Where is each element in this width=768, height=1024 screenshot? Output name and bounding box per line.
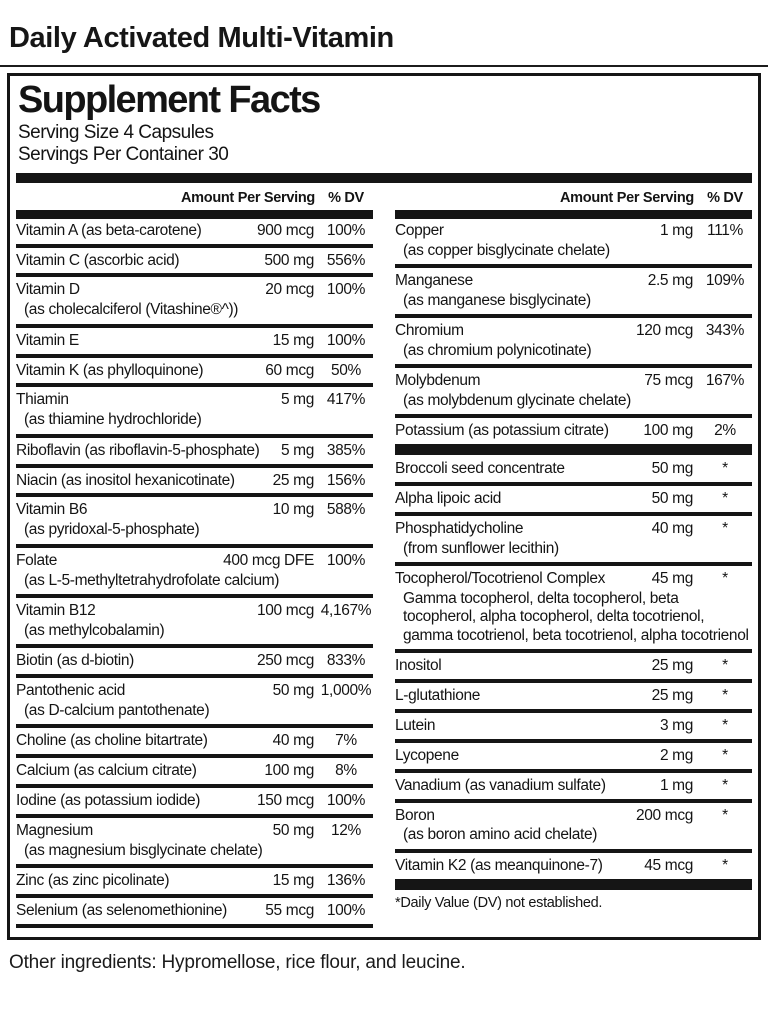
nutrient-row [16,439,373,462]
row-divider [395,512,752,516]
nutrient-row [16,278,373,321]
nutrient-row [395,487,752,510]
nutrient-row-main [395,269,752,292]
row-divider [395,799,752,803]
nutrient-row [16,899,373,922]
nutrient-row-main [395,369,752,392]
nutrient-name: Calcium (as calcium citrate) [16,761,197,779]
nutrient-source: (as chromium polynicotinate) [403,341,592,359]
nutrient-row-main [16,439,373,462]
nutrient-amount: 200 mcg [636,806,693,824]
percent-dv-header: % DV [707,189,743,206]
nutrient-amount: 15 mg [272,331,314,349]
nutrient-amount: 45 mcg [644,856,693,874]
nutrient-row [16,219,373,242]
nutrient-name: Potassium (as potassium citrate) [395,422,609,440]
row-divider [16,434,373,438]
row-divider [16,924,373,928]
nutrient-amount: 150 mcg [257,791,314,809]
nutrient-source: (as manganese bisglycinate) [403,291,591,309]
row-divider [395,562,752,566]
amount-per-serving-header: Amount Per Serving [560,189,694,206]
nutrient-source: (from sunflower lecithin) [403,539,559,557]
nutrient-dv: 100% [326,901,366,919]
nutrient-row-main [16,599,373,622]
nutrient-amount: 25 mg [272,471,314,489]
title-divider [0,65,768,67]
percent-dv-header: % DV [328,189,364,206]
nutrient-dv: 2% [714,422,736,440]
nutrient-row-main [16,249,373,272]
nutrient-name: Manganese [395,271,473,289]
nutrient-name: Vitamin E [16,331,79,349]
supplement-facts-panel [7,73,761,940]
nutrient-dv: 100% [326,281,366,299]
nutrient-dv: * [722,460,728,478]
nutrient-row [395,654,752,677]
supplement-facts-heading: Supplement Facts [18,79,320,121]
nutrient-row [16,789,373,812]
nutrient-row-main [16,899,373,922]
nutrient-name: Thiamin [16,391,69,409]
nutrient-amount: 1 mg [659,221,693,239]
nutrient-row [16,599,373,642]
nutrient-row-main [395,804,752,827]
nutrient-row-main [395,419,752,442]
nutrient-name: Biotin (as d-biotin) [16,651,134,669]
nutrient-amount: 100 mcg [257,601,314,619]
row-divider [16,674,373,678]
row-divider [16,464,373,468]
row-divider [16,544,373,548]
nutrient-row [395,744,752,767]
row-divider [395,709,752,713]
section-divider-bar [395,444,752,455]
nutrient-row-main [16,219,373,242]
nutrient-row-main [16,359,373,382]
nutrient-amount: 5 mg [280,391,314,409]
nutrient-name: Iodine (as potassium iodide) [16,791,201,809]
nutrient-name: Inositol [395,657,442,675]
nutrient-row-main [395,219,752,242]
nutrient-row-main [395,744,752,767]
nutrient-dv: * [722,490,728,508]
nutrient-source: (as cholecalciferol (Vitashine®^)) [24,301,239,319]
nutrient-amount: 5 mg [280,441,314,459]
nutrient-name: Lutein [395,716,436,734]
nutrient-name: Vitamin B6 [16,501,88,519]
nutrient-row [395,219,752,262]
nutrient-dv: * [722,686,728,704]
nutrient-dv: 833% [326,651,366,669]
nutrient-row [395,567,752,647]
nutrient-name: Phosphatidycholine [395,520,524,538]
nutrient-source: (as thiamine hydrochloride) [24,411,202,429]
nutrient-name: Zinc (as zinc picolinate) [16,871,170,889]
nutrient-name: Choline (as choline bitartrate) [16,732,208,750]
nutrient-row-main [395,319,752,342]
nutrient-row-main [16,729,373,752]
nutrient-name: Vitamin K2 (as meanquinone-7) [395,856,603,874]
nutrient-row [395,804,752,847]
nutrient-dv: 385% [326,441,366,459]
nutrient-rows-left [16,219,373,928]
nutrient-row-main [395,517,752,540]
nutrient-name: Vitamin K (as phylloquinone) [16,361,204,379]
nutrient-name: Vitamin B12 [16,601,96,619]
nutrient-amount: 100 mg [643,422,693,440]
row-divider [16,244,373,248]
nutrient-amount: 50 mg [272,681,314,699]
nutrient-name: Lycopene [395,746,459,764]
nutrient-name: Riboflavin (as riboflavin-5-phosphate) [16,441,260,459]
nutrient-row [395,419,752,442]
nutrient-dv: 100% [326,331,366,349]
row-divider [395,314,752,318]
nutrient-name: Vitamin A (as beta-carotene) [16,221,202,239]
row-divider [395,364,752,368]
nutrient-amount: 50 mg [651,460,693,478]
row-divider [16,814,373,818]
nutrient-dv: 100% [326,551,366,569]
nutrient-name: L-glutathione [395,686,481,704]
nutrient-dv: 100% [326,791,366,809]
dv-footnote: *Daily Value (DV) not established. [395,894,603,911]
nutrient-amount: 2 mg [659,746,693,764]
section-divider-bar [395,879,752,890]
nutrient-dv: 556% [326,251,366,269]
nutrient-row [395,269,752,312]
nutrient-row [395,369,752,412]
row-divider [395,769,752,773]
row-divider [16,493,373,497]
nutrient-dv: * [722,570,728,588]
nutrient-row-main [16,329,373,352]
nutrient-name: Magnesium [16,821,93,839]
nutrient-amount: 60 mcg [265,361,314,379]
nutrient-name: Copper [395,221,444,239]
nutrient-row [16,498,373,541]
nutrient-row-main [395,714,752,737]
nutrient-dv: * [722,776,728,794]
nutrient-row-main [395,684,752,707]
row-divider [16,784,373,788]
nutrient-dv: 343% [705,321,745,339]
nutrient-source: (as copper bisglycinate chelate) [403,241,610,259]
nutrient-row [16,249,373,272]
nutrient-row-main [16,759,373,782]
facts-column-right [395,185,752,929]
nutrient-row [395,319,752,362]
nutrient-amount: 250 mcg [257,651,314,669]
nutrient-row-main [16,819,373,842]
facts-column-left [16,185,373,929]
nutrient-row [16,649,373,672]
nutrient-amount: 2.5 mg [647,271,693,289]
column-header [395,185,752,208]
amount-per-serving-header: Amount Per Serving [181,189,315,206]
nutrient-dv: * [722,657,728,675]
nutrient-dv: 588% [326,501,366,519]
nutrient-name: Molybdenum [395,372,481,390]
nutrient-row [16,388,373,431]
nutrient-row [395,714,752,737]
nutrient-amount: 75 mcg [644,372,693,390]
row-divider [395,414,752,418]
nutrient-dv: * [722,856,728,874]
other-ingredients: Other ingredients: Hypromellose, rice flour, and leucine. [9,951,466,973]
column-header-bar [395,210,752,219]
row-divider [395,649,752,653]
row-divider [16,383,373,387]
nutrient-row-main [16,278,373,301]
nutrient-row-main [395,567,752,590]
nutrient-amount: 1 mg [659,776,693,794]
nutrient-amount: 100 mg [264,761,314,779]
nutrient-row-main [16,789,373,812]
nutrient-amount: 50 mg [272,821,314,839]
nutrient-source: (as pyridoxal-5-phosphate) [24,521,200,539]
nutrient-row [16,329,373,352]
row-divider [395,264,752,268]
page-title: Daily Activated Multi-Vitamin [9,22,394,54]
row-divider [16,864,373,868]
row-divider [395,679,752,683]
nutrient-dv: * [722,806,728,824]
nutrient-name: Selenium (as selenomethionine) [16,901,227,919]
nutrient-row [16,469,373,492]
nutrient-dv: 100% [326,221,366,239]
nutrient-amount: 15 mg [272,871,314,889]
column-header-bar [16,210,373,219]
nutrient-source: (as D-calcium pantothenate) [24,701,210,719]
nutrient-row-main [16,469,373,492]
nutrient-dv: * [722,716,728,734]
nutrient-name: Vanadium (as vanadium sulfate) [395,776,606,794]
nutrient-source: (as magnesium bisglycinate chelate) [24,841,263,859]
nutrient-row [16,819,373,862]
nutrient-name: Boron [395,806,435,824]
row-divider [16,324,373,328]
nutrient-row [16,359,373,382]
nutrient-amount: 500 mg [264,251,314,269]
row-divider [395,482,752,486]
nutrient-amount: 25 mg [651,657,693,675]
nutrient-amount: 25 mg [651,686,693,704]
nutrient-dv: 4,167% [320,601,372,619]
nutrient-name: Alpha lipoic acid [395,490,502,508]
nutrient-dv: 50% [331,361,361,379]
nutrient-amount: 45 mg [651,570,693,588]
nutrient-name: Tocopherol/Tocotrienol Complex [395,570,606,588]
row-divider [395,849,752,853]
facts-columns [16,185,752,929]
nutrient-dv: 12% [331,821,361,839]
nutrient-row [16,679,373,722]
nutrient-name: Chromium [395,321,464,339]
nutrient-row [16,729,373,752]
nutrient-row [16,549,373,592]
nutrient-name: Vitamin C (ascorbic acid) [16,251,180,269]
row-divider [16,594,373,598]
nutrient-name: Broccoli seed concentrate [395,460,565,478]
nutrient-row-main [395,457,752,480]
nutrient-dv: 7% [335,732,357,750]
nutrient-row [395,854,752,877]
nutrient-row-main [16,549,373,572]
serving-size: Serving Size 4 Capsules [18,121,214,143]
row-divider [16,354,373,358]
nutrient-row [395,774,752,797]
nutrient-row-main [16,649,373,672]
column-header [16,185,373,208]
nutrient-amount: 20 mcg [265,281,314,299]
nutrient-row-main [395,654,752,677]
nutrient-amount: 40 mg [651,520,693,538]
nutrient-row-main [395,487,752,510]
nutrient-source: (as molybdenum glycinate chelate) [403,392,631,410]
nutrient-row [16,869,373,892]
nutrient-amount: 40 mg [272,732,314,750]
nutrient-amount: 120 mcg [636,321,693,339]
nutrient-dv: 156% [326,471,366,489]
nutrient-name: Folate [16,551,57,569]
nutrient-row-main [16,869,373,892]
nutrient-amount: 55 mcg [265,901,314,919]
nutrient-row-main [16,388,373,411]
nutrient-row-main [395,774,752,797]
nutrient-name: Vitamin D [16,281,80,299]
nutrient-rows-right [395,219,752,890]
nutrient-dv: 167% [705,372,745,390]
nutrient-row [395,517,752,560]
nutrient-source: Gamma tocopherol, delta tocopherol, beta tocopherol, alpha tocopherol, delta tocotrienol, gamma tocotrienol, beta tocotrienol, alpha tocotrienol [403,590,749,644]
nutrient-source: (as boron amino acid chelate) [403,826,598,844]
row-divider [16,724,373,728]
nutrient-name: Niacin (as inositol hexanicotinate) [16,471,235,489]
row-divider [16,644,373,648]
servings-per-container: Servings Per Container 30 [18,144,229,166]
nutrient-dv: * [722,746,728,764]
nutrient-amount: 900 mcg [257,221,314,239]
nutrient-dv: 1,000% [320,681,372,699]
row-divider [16,894,373,898]
nutrient-row-main [16,498,373,521]
nutrient-row-main [16,679,373,702]
nutrient-name: Pantothenic acid [16,681,126,699]
nutrient-row-main [395,854,752,877]
nutrient-dv: 8% [335,761,357,779]
nutrient-dv: * [722,520,728,538]
nutrient-row [395,457,752,480]
nutrient-dv: 136% [326,871,366,889]
row-divider [395,739,752,743]
nutrient-dv: 417% [326,391,366,409]
nutrient-amount: 400 mcg DFE [223,551,314,569]
row-divider [16,754,373,758]
nutrient-dv: 109% [705,271,745,289]
nutrient-row [395,684,752,707]
nutrient-amount: 10 mg [272,501,314,519]
nutrient-source: (as methylcobalamin) [24,621,165,639]
nutrient-amount: 50 mg [651,490,693,508]
header-bar [16,173,752,183]
nutrient-amount: 3 mg [659,716,693,734]
nutrient-dv: 111% [707,221,743,239]
nutrient-row [16,759,373,782]
row-divider [16,273,373,277]
nutrient-source: (as L-5-methyltetrahydrofolate calcium) [24,571,280,589]
